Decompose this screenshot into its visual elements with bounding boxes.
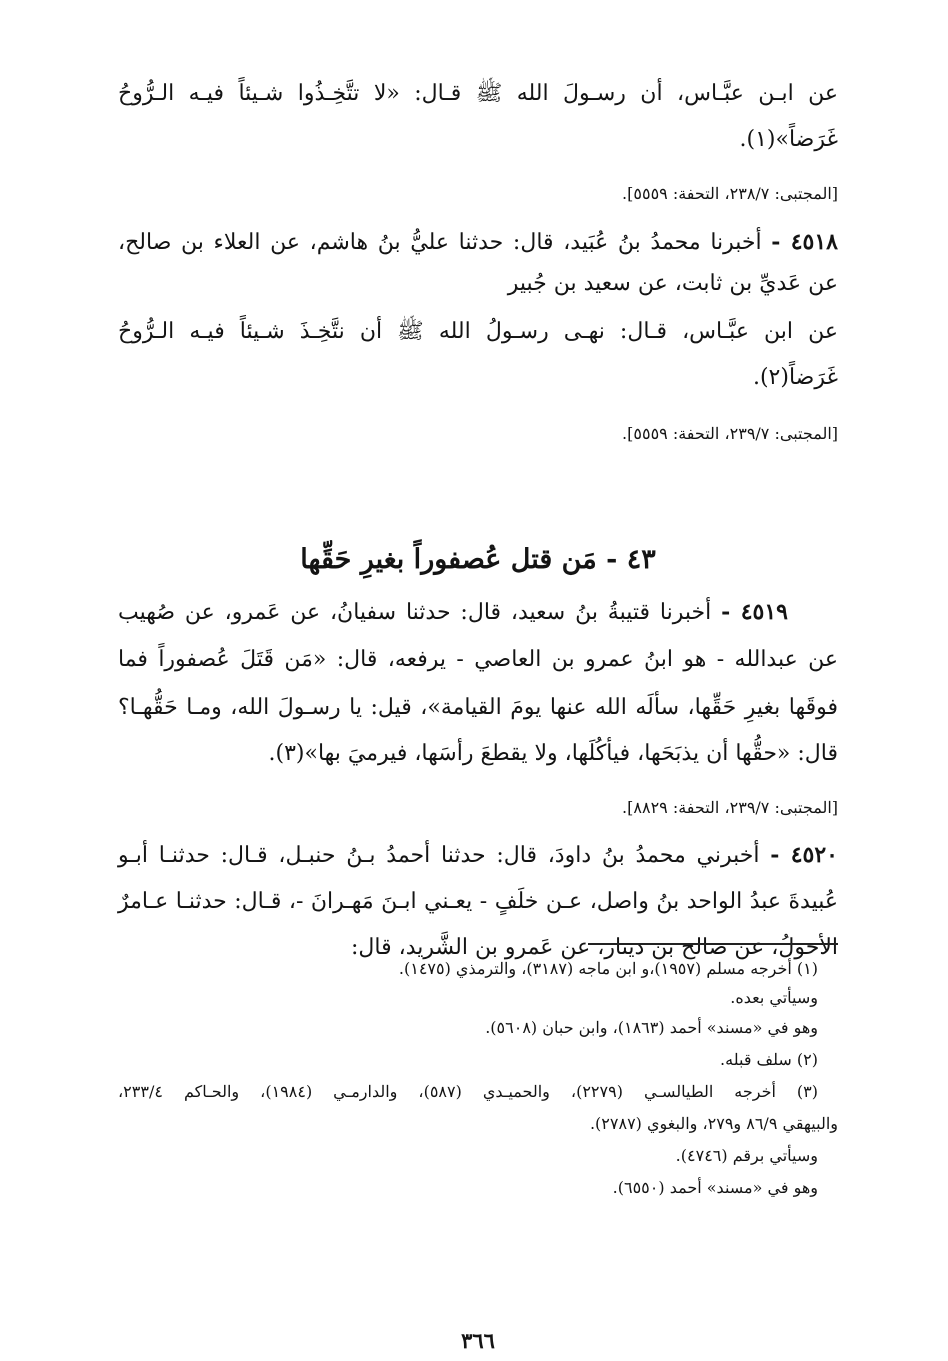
hadith-4520-isnad-line-2: عُبيدةَ عبدُ الواحد بنُ واصل، عـن خلَفٍ - يعـني ابـنَ مَهـرانَ -، قـال: حدثنـا عـامرٌ — [118, 889, 838, 914]
footnote-1-line-3: وهو في «مسند» أحمد (١٨٦٣)، وابن حبان (٥٦٠٨). — [485, 1018, 818, 1037]
hadith-4517-text-line-2: غَرَضاً»(١). — [739, 127, 838, 152]
hadith-number: ٤٥١٩ - — [721, 599, 788, 625]
hadith-4518-isnad-line-1: ٤٥١٨ - أخبرنا محمدُ بنُ عُبَيد، قال: حدثنا عليُّ بنُ هاشم، عن العلاء بن صالح، — [118, 229, 838, 255]
hadith-4517-text-line-1: عن ابـن عبَّـاس، أن رسـولَ الله ﷺ قـال: «لا تتَّخِـذُوا شـيئاً فيـه الـرُّوحُ — [118, 81, 838, 106]
hadith-4519-text-line-3: قال: «حقُّها أن يذبَحَها، فيأكُلَها، ولا يقطعَ رأسَها، فيرميَ بها»(٣). — [268, 741, 838, 766]
hadith-4520-isnad-line-3: الأحولُ، عن صالح بن دينار، عن عَمرو بن الشَّريد، قال: — [351, 935, 838, 960]
book-page — [118, 62, 838, 1353]
footnote-separator — [588, 943, 838, 945]
hadith-4518-text-line-1: عن ابن عبَّـاس، قـال: نهـى رسـولُ الله ﷺ أن نتَّخِـذَ شـيئاً فيـه الـرُّوحُ — [118, 319, 838, 344]
chapter-heading: ٤٣ - مَن قتل عُصفوراً بغيرِ حَقِّها — [300, 544, 656, 575]
hadith-number: ٤٥١٨ - — [771, 229, 838, 255]
source-reference-4519: [المجتبى: ٢٣٩/٧، التحفة: ٨٨٢٩]. — [622, 798, 838, 817]
footnote-3-line-4: وهو في «مسند» أحمد (٦٥٥٠). — [612, 1178, 818, 1197]
hadith-4519-text-line-1: عن عبدالله - هو ابنُ عمرو بن العاصي - يرفعه، قال: «مَن قَتَلَ عُصفوراً فما — [118, 647, 838, 672]
hadith-4520-isnad-line-1: ٤٥٢٠ - أخبرني محمدُ بنُ داودَ، قال: حدثنا أحمدُ بـنُ حنبـل، قـال: حدثنـا أبـو — [118, 842, 838, 868]
source-reference-4518: [المجتبى: ٢٣٩/٧، التحفة: ٥٥٥٩]. — [622, 424, 838, 443]
footnote-2: (٢) سلف قبله. — [720, 1050, 818, 1069]
hadith-4519-text-line-2: فوقَها بغيرِ حَقِّها، سألَه الله عنها يومَ القيامة»، قيل: يا رسـولَ الله، ومـا حَقُّهـا؟ — [118, 695, 838, 720]
hadith-4518-isnad-line-2: عن عَديِّ بن ثابت، عن سعيد بن جُبير — [507, 271, 838, 296]
footnote-3-line-2: والبيهقي ٨٦/٩ و٢٧٩، والبغوي (٢٧٨٧). — [589, 1114, 838, 1133]
footnote-1-line-1: (١) أخرجه مسلم (١٩٥٧)،و ابن ماجه (٣١٨٧)، والترمذي (١٤٧٥). — [398, 959, 818, 978]
source-reference-4517: [المجتبى: ٢٣٨/٧، التحفة: ٥٥٥٩]. — [622, 184, 838, 203]
footnote-3-line-3: وسيأتي برقم (٤٧٤٦). — [675, 1146, 818, 1165]
footnote-1-line-2: وسيأتي بعده. — [730, 988, 818, 1007]
hadith-4518-text-line-2: غَرَضاً(٢). — [752, 365, 838, 390]
footnote-3-line-1: (٣) أخرجه الطيالسـي (٢٢٧٩)، والحميـدي (٥٨٧)، والدارمـي (١٩٨٤)، والحـاكم ٢٣٣/٤، — [118, 1082, 819, 1101]
hadith-number: ٤٥٢٠ - — [770, 842, 838, 868]
hadith-4519-isnad-line: ٤٥١٩ - أخبرنا قتيبةُ بنُ سعيد، قال: حدثنا سفيانُ، عن عَمرو، عن صُهيب — [118, 599, 788, 625]
page-number: ٣٦٦ — [461, 1328, 495, 1353]
